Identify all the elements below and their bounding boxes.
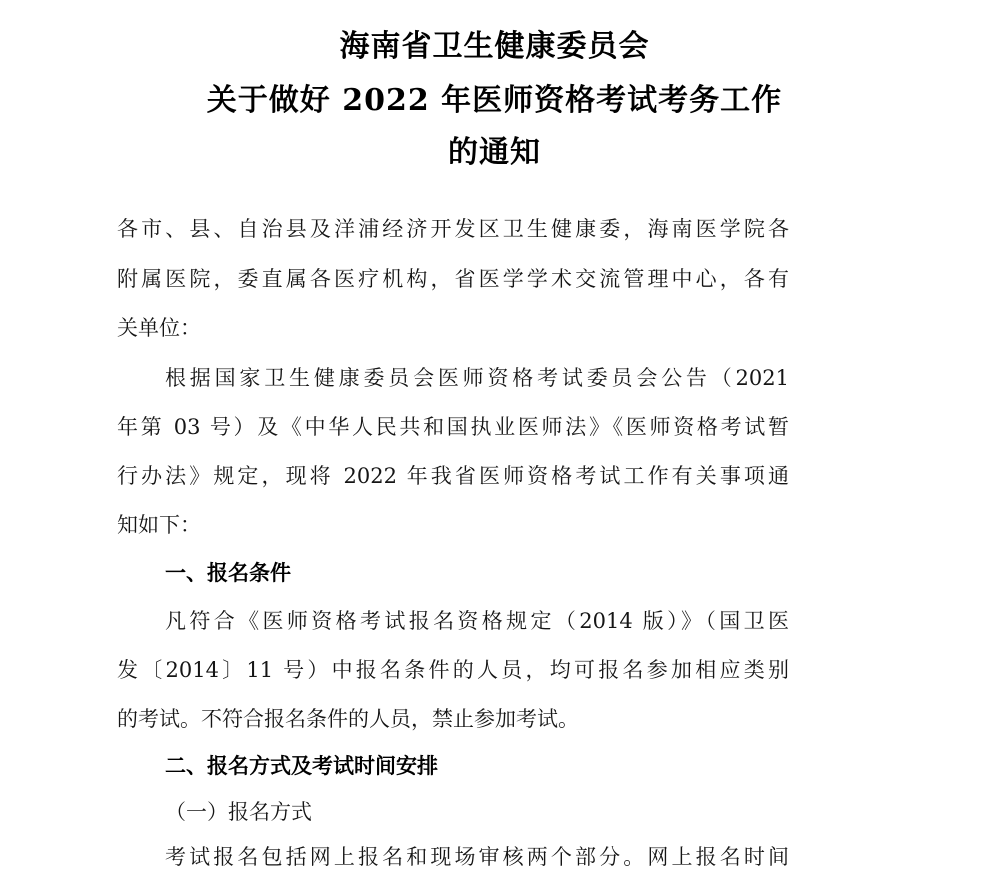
intro-line-4: 知如下： [117, 513, 201, 537]
recipients-line-3: 关单位： [117, 316, 201, 340]
recipients-line-2: 附属医院，委直属各医疗机构，省医学学术交流管理中心，各有 [117, 267, 789, 291]
section-2-line-1: 考试报名包括网上报名和现场审核两个部分。网上报名时间 [165, 845, 789, 869]
intro-line-1: 根据国家卫生健康委员会医师资格考试委员会公告（2021 [165, 366, 789, 390]
section-1-line-2: 发〔2014〕11 号）中报名条件的人员，均可报名参加相应类别 [117, 658, 789, 682]
section-2-sub-heading: （一）报名方式 [165, 800, 312, 824]
section-1-line-1: 凡符合《医师资格考试报名资格规定（2014 版）》（国卫医 [165, 609, 789, 633]
title-line-2: 关于做好 2022 年医师资格考试考务工作 [206, 83, 783, 118]
intro-line-2: 年第 03 号）及《中华人民共和国执业医师法》《医师资格考试暂 [117, 415, 789, 439]
section-2-heading: 二、报名方式及考试时间安排 [165, 753, 438, 778]
intro-line-3: 行办法》规定，现将 2022 年我省医师资格考试工作有关事项通 [117, 464, 789, 488]
title-line-3: 的通知 [448, 135, 541, 170]
title-line-1: 海南省卫生健康委员会 [339, 29, 650, 64]
section-1-heading: 一、报名条件 [165, 560, 291, 585]
section-1-line-3: 的考试。不符合报名条件的人员，禁止参加考试。 [117, 707, 579, 731]
recipients-line-1: 各市、县、自治县及洋浦经济开发区卫生健康委，海南医学院各 [117, 217, 789, 241]
